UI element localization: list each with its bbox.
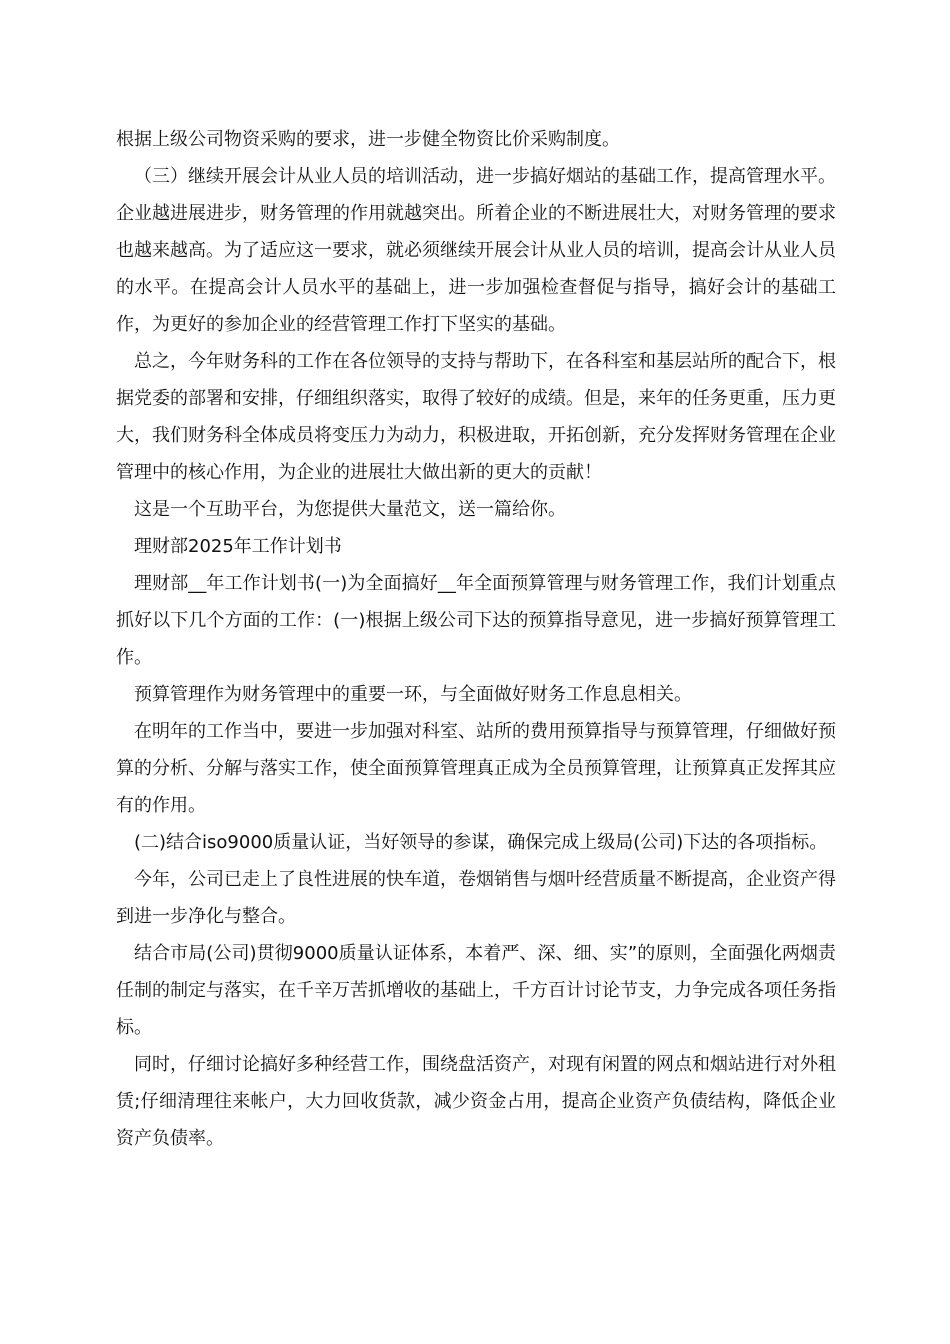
paragraph-quality-system: 结合市局(公司)贯彻9000质量认证体系，本着严、深、细、实”的原则，全面强化两烟责任制的制定与落实，在千辛万苦抓增收的基础上，千方百计讨论节支，力争完成各项任务指标。 [116,943,836,1038]
document-title: 理财部2025年工作计划书 [134,536,342,557]
paragraph-plan-intro: 理财部__年工作计划书(一)为全面搞好__年全面预算管理与财务管理工作，我们计划重点抓好以下几个方面的工作：(一)根据上级公司下达的预算指导意见，进一步搞好预算管理工作。 [116,573,836,668]
document-body [116,121,836,1157]
paragraph-iso-certification: (二)结合iso9000质量认证，当好领导的参谋，确保完成上级局(公司)下达的各项指标。 [134,832,828,853]
paragraph-summary: 总之，今年财务科的工作在各位领导的支持与帮助下，在各科室和基层站所的配合下，根据党委的部署和安排，仔细组织落实，取得了较好的成绩。但是，来年的任务更重，压力更大，我们财务科全体成员将变压力为动力，积极进取，开拓创新，充分发挥财务管理在企业管理中的核心作用，为企业的进展壮大做出新的更大的贡献！ [116,351,836,483]
paragraph-budget-guidance: 在明年的工作当中，要进一步加强对科室、站所的费用预算指导与预算管理，仔细做好预算的分析、分解与落实工作，使全面预算管理真正成为全员预算管理，让预算真正发挥其应有的作用。 [116,721,836,816]
paragraph-platform-note: 这是一个互助平台，为您提供大量范文，送一篇给你。 [134,499,566,520]
paragraph-company-progress: 今年，公司已走上了良性进展的快车道，卷烟销售与烟叶经营质量不断提高，企业资产得到进一步净化与整合。 [116,869,836,927]
paragraph-budget-importance: 预算管理作为财务管理中的重要一环，与全面做好财务工作息息相关。 [134,684,692,705]
paragraph-asset-management: 同时，仔细讨论搞好多种经营工作，围绕盘活资产，对现有闲置的网点和烟站进行对外租赁;仔细清理往来帐户，大力回收货款，减少资金占用，提高企业资产负债结构，降低企业资产负债率。 [116,1054,836,1149]
paragraph-training: （三）继续开展会计从业人员的培训活动，进一步搞好烟站的基础工作，提高管理水平。企业越进展进步，财务管理的作用就越突出。所着企业的不断进展壮大，对财务管理的要求也越来越高。为了适应这一要求，就必须继续开展会计从业人员的培训，提高会计从业人员的水平。在提高会计人员水平的基础上，进一步加强检查督促与指导，搞好会计的基础工作，为更好的参加企业的经营管理工作打下坚实的基础。 [116,166,836,335]
paragraph-purchasing-system: 根据上级公司物资采购的要求，进一步健全物资比价采购制度。 [116,129,620,150]
